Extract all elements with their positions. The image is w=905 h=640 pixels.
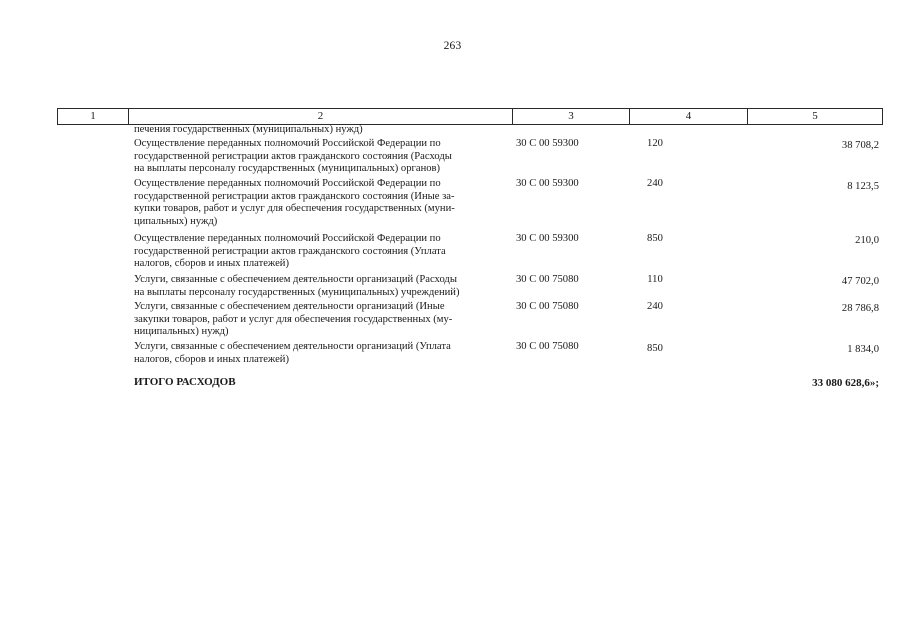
row-description — [134, 124, 512, 137]
row-description-line: Услуги, связанные с обеспечением деятельности организаций (Иные — [134, 301, 445, 312]
row-description-line: ниципальных) нужд) — [134, 326, 229, 338]
row-description-line: государственной регистрации актов гражданского состояния (Иные за- — [134, 190, 455, 202]
header-col-5: 5 — [812, 110, 818, 122]
row-type: 850 — [647, 233, 663, 244]
header-col-4: 4 — [630, 109, 748, 124]
row-description — [134, 233, 512, 271]
row-code: 30 С 00 75080 — [516, 341, 579, 352]
row-amount: 47 702,0 — [841, 276, 879, 287]
row-type: 850 — [647, 343, 663, 354]
row-code: 30 С 00 59300 — [516, 233, 579, 244]
row-description — [134, 178, 512, 228]
row-description-line: государственной регистрации актов гражданского состояния (Расходы — [134, 150, 452, 162]
row-description — [134, 138, 512, 176]
row-description-line: Осуществление переданных полномочий Российской Федерации по — [134, 138, 441, 149]
row-description-line: Услуги, связанные с обеспечением деятельности организаций (Уплата — [134, 341, 451, 352]
row-code: 30 С 00 59300 — [516, 138, 579, 149]
total-value: 33 080 628,6»; — [812, 377, 879, 389]
row-description — [134, 341, 512, 366]
row-amount: 1 834,0 — [847, 344, 879, 355]
total-label: ИТОГО РАСХОДОВ — [134, 376, 236, 388]
row-description — [134, 301, 512, 339]
row-type: 240 — [647, 301, 663, 312]
row-description-line: на выплаты персоналу государственных (муниципальных) учреждений) — [134, 286, 460, 298]
row-type: 110 — [647, 274, 663, 285]
row-description-line: налогов, сборов и иных платежей) — [134, 258, 290, 270]
row-code: 30 С 00 75080 — [516, 301, 579, 312]
row-code: 30 С 00 75080 — [516, 274, 579, 285]
row-type: 120 — [647, 138, 663, 149]
row-code: 30 С 00 59300 — [516, 178, 579, 189]
row-amount: 28 786,8 — [841, 303, 879, 314]
row-amount: 8 123,5 — [847, 181, 879, 192]
row-description — [134, 274, 512, 299]
row-description-line: Осуществление переданных полномочий Российской Федерации по — [134, 178, 441, 189]
row-amount: 38 708,2 — [841, 140, 879, 151]
row-description-line: ципальных) нужд) — [134, 215, 218, 227]
header-col-1: 1 — [58, 109, 129, 124]
row-description-line: печения государственных (муниципальных) нужд) — [134, 124, 363, 135]
row-description-line: закупки товаров, работ и услуг для обеспечения государственных (му- — [134, 313, 453, 325]
page-number: 263 — [443, 40, 462, 52]
row-description-line: Осуществление переданных полномочий Российской Федерации по — [134, 233, 441, 244]
row-description-line: Услуги, связанные с обеспечением деятельности организаций (Расходы — [134, 274, 457, 285]
row-description-line: налогов, сборов и иных платежей) — [134, 353, 290, 365]
row-description-line: на выплаты персоналу государственных (муниципальных) органов) — [134, 163, 441, 175]
row-type: 240 — [647, 178, 663, 189]
header-col-2: 2 — [129, 109, 513, 124]
row-description-line: государственной регистрации актов гражданского состояния (Уплата — [134, 245, 446, 257]
row-description-line: купки товаров, работ и услуг для обеспечения государственных (муни- — [134, 203, 455, 215]
row-amount: 210,0 — [855, 235, 879, 246]
header-col-3: 3 — [513, 109, 630, 124]
